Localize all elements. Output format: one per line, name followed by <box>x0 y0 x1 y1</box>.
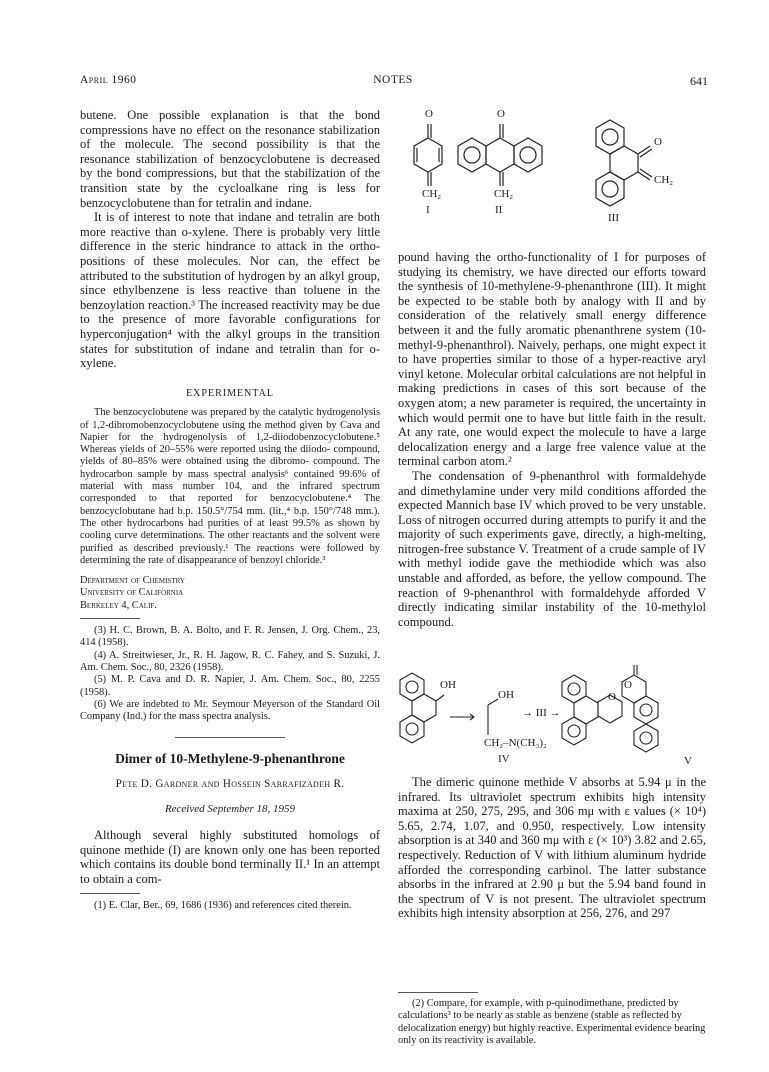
section-divider <box>175 737 285 738</box>
affiliation-line: Berkeley 4, Calif. <box>80 599 157 611</box>
hydroxyl-label: OH <box>498 689 514 701</box>
affiliation-line: Department of Chemistry <box>80 575 185 587</box>
right-column-continued <box>398 775 706 921</box>
paragraph: pound having the ortho-functionality of I for purposes of studying its chemistry, we have directed our efforts toward the synthesis of 10-methylene-9-phenanthrone (III). It might be expected to be stable both by analogy with II and by consideration of the relatively small energy difference between it and the fully aromatic phenanthrene system (10-methyl-9-phenanthrol). Naively, perhaps, one might expect it to have properties similar to those of a hyper-reactive aryl vinyl ketone. Molecular orbital calculations are not helpful in making predictions in cases of this sort because of the oxygen atom; a new parameter is required, the uncertainty in which would permit one to have but little faith in the result. At any rate, one would expect the molecule to have a large delocalization energy and a large free valence value at the terminal carbon atom.² <box>398 250 706 469</box>
compound-label-II: II <box>495 204 503 216</box>
methylene-label: CH₂ <box>494 188 514 200</box>
paragraph: The condensation of 9-phenanthrol with formaldehyde and dimethylamine under very mild conditions afforded the expected Mannich base IV which proved to be very unstable. Loss of nitrogen occurred during attempts to purify it and the majority of such experiments gave, directly, a high-melting, nitrogen-free substance V. Treatment of a crude sample of IV with methyl iodide gave the methiodide which was also unstable and afforded, as before, the yellow compound. The reaction of 9-phenanthrol with formaldehyde afforded V directly indicating similar instability of the 10-methylol compound. <box>398 468 706 629</box>
page-header <box>78 74 708 90</box>
footnote: (1) E. Clar, Ber., 69, 1686 (1936) and references cited therein. <box>94 899 352 911</box>
methylene-label: CH₂ <box>654 174 674 186</box>
paragraph: It is of interest to note that indane and tetralin are both more reactive than o-xylene. There is probably very little difference in the steric hindrance to attack in the ortho- positions of these molecules. Nor can, the effect be attributed to the substitution of hydrogen by an alkyl group, since ethylbenzene is less reactive than toluene in the benzoylation reaction.³ The increased reactivity may be due to the presence of more favorable configurations for hyperconjugation⁴ with the alkyl groups in the transition states for substitution of indane and tetralin than for o-xylene. <box>80 210 380 371</box>
methylene-label: CH₂ <box>422 188 442 200</box>
article-authors: Pete D. Gardner and Hossein Sarrafizadeh R. <box>115 778 345 790</box>
experimental-text: The benzocyclobutene was prepared by the catalytic hydrogenolysis of 1,2-dibromobenzocyclobutene using the method given by Cava and Napier for the hydrogenolysis of 1,2-diiodobenzocyclobutene.⁵ Whereas yields of 20–55% were reported using the diiodo- compound, yields of 80–85% were obtained using the dibromo- compound. The hydrocarbon sample by mass spectral analysis⁶ contained 99.6% of material with mass number 104, and the infrared spectrum corresponded to that reported for benzocyclobutene.⁴ The benzocyclobutane had b.p. 150.5°/754 mm. (lit.,⁴ b.p. 150°/748 mm.). The other hydrocarbons had purities of at least 99.5% as shown by cooling curve determinations. The other reactants and the solvent were purified as described previously.¹ The reactions were followed by determining the rate of disappearance of benzoyl chloride.³ <box>80 407 380 566</box>
oxygen-label: O <box>497 108 505 120</box>
reaction-arrow-label: → III → <box>522 707 561 719</box>
oxygen-label: O <box>654 136 662 148</box>
header-date: April 1960 <box>80 74 137 86</box>
compound-label-III: III <box>608 212 619 224</box>
hydroxyl-label: OH <box>440 679 456 691</box>
oxygen-label: O <box>624 679 632 691</box>
left-column <box>80 108 380 912</box>
footnote-divider <box>398 992 478 993</box>
affiliation-line: University of California <box>80 587 184 599</box>
paragraph: Although several highly substituted homologs of quinone methide (I) are known only one has been reported which contains its double bond terminally II.¹ In an attempt to obtain a com- <box>80 828 380 886</box>
reference: (6) We are indebted to Mr. Seymour Meyerson of the Standard Oil Company (Ind.) for the mass spectra analysis. <box>80 698 380 723</box>
header-section: NOTES <box>373 74 413 86</box>
page-number: 641 <box>690 74 708 88</box>
paragraph: The dimeric quinone methide V absorbs at 5.94 μ in the infrared. Its ultraviolet spectrum exhibits high intensity maxima at 250, 275, 295, and 306 mμ with ε values (× 10⁴) 5.65, 2.74, 1.07, and 0.950, respectively. Low intensity absorption is at 340 and 360 mμ with ε (× 10³) 3.82 and 2.65, respectively. Reduction of V with lithium aluminum hydride afforded the corresponding carbinol. The latter substance absorbs in the infrared at 2.90 μ but the 5.94 band found in the spectrum of V is not present. The ultraviolet spectrum exhibits high intensity absorption at 256, 276, and 297 <box>398 775 706 921</box>
reference: (5) M. P. Cava and D. R. Napier, J. Am. Chem. Soc., 80, 2255 (1958). <box>80 674 380 698</box>
affiliation <box>80 575 380 612</box>
right-footnotes <box>398 992 706 1047</box>
footnote-divider <box>80 618 140 619</box>
reference: (3) H. C. Brown, B. A. Bolto, and F. R. Jensen, J. Org. Chem., 23, 414 (1958). <box>80 625 380 649</box>
structures-figure-1 <box>398 108 706 250</box>
oxygen-label: O <box>608 691 616 703</box>
structures-figure-2 <box>398 665 706 775</box>
paragraph: butene. One possible explanation is that the bond compressions have no effect on the resonance stabilization of the molecule. The second possibility is that the resonance stabilization of benzocyclobutene is decreased by the bond compressions, but that the stabilization of the transition state by the cycloalkane ring is less for benzocyclobutene than for tetralin and indane. <box>80 108 380 210</box>
reference: (4) A. Streitwieser, Jr., R. H. Jagow, R. C. Fahey, and S. Suzuki, J. Am. Chem. Soc., 80, 2326 (1958). <box>80 649 380 673</box>
article-title: Dimer of 10-Methylene-9-phenanthrone <box>115 751 345 767</box>
compound-label-V: V <box>684 755 692 767</box>
received-date: Received September 18, 1959 <box>164 802 296 815</box>
oxygen-label: O <box>425 108 433 120</box>
footnote: (2) Compare, for example, with p-quinodimethane, predicted by calculations³ to be nearly as stable as benzene (stable as reflected by delocalization energy) but highly reactive. Experimental evidence bearing only on its reactivity is available. <box>398 998 706 1046</box>
amine-label: CH₂–N(CH₃)₂ <box>484 737 547 749</box>
right-column <box>398 250 706 629</box>
compound-label-I: I <box>426 204 430 216</box>
section-heading: EXPERIMENTAL <box>186 387 274 399</box>
compound-label-IV: IV <box>498 753 510 765</box>
footnote-divider <box>80 893 140 894</box>
